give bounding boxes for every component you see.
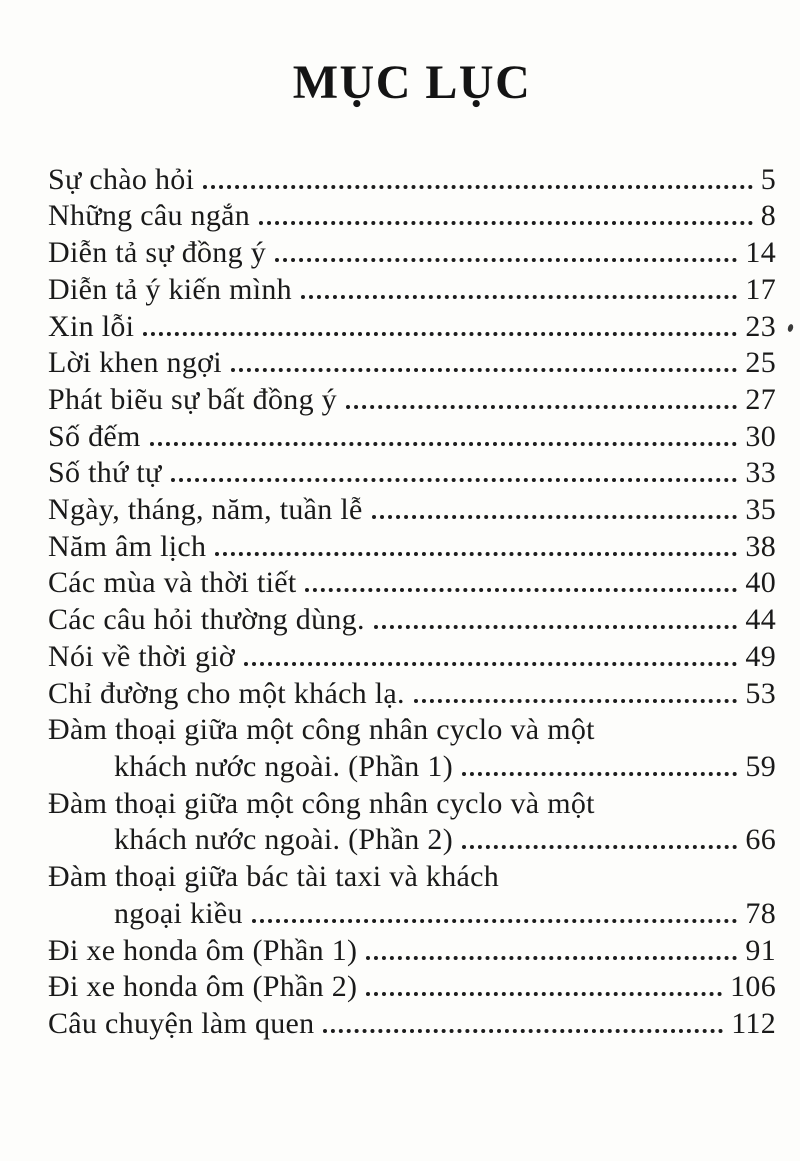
entry-title: Các mùa và thời tiết [48,566,297,600]
dot-leader [252,919,738,923]
toc-row [48,676,776,713]
dot-leader [203,185,752,189]
toc-list [48,162,776,1043]
entry-title: Ngày, tháng, năm, tuần lễ [48,493,363,527]
toc-row [48,786,776,823]
page-number: 112 [731,1006,776,1040]
page-number: 8 [760,199,776,233]
toc-row [48,859,776,896]
dot-leader [366,956,737,960]
entry-title: Đàm thoại giữa một công nhân cyclo và một [48,713,595,747]
toc-row [48,309,776,346]
toc-row [48,382,776,419]
page-number: 53 [745,676,776,710]
page-number: 44 [745,603,776,637]
entry-title: Sự chào hỏi [48,162,195,196]
toc-row [48,272,776,309]
entry-title: Diễn tả sự đồng ý [48,236,267,270]
page-number: 33 [745,456,776,490]
page-title: MỤC LỤC [292,56,532,109]
page-number: 78 [745,896,776,930]
scan-speck [787,323,794,332]
toc-row [48,969,776,1006]
dot-leader [305,588,737,592]
entry-title: Các câu hỏi thường dùng. [48,603,365,637]
toc-row [48,529,776,566]
dot-leader [171,478,738,482]
toc-row [48,896,776,933]
toc-row [48,198,776,235]
toc-row [48,639,776,676]
entry-title: khách nước ngoài. (Phần 1) [114,750,454,783]
entry-title: Lời khen ngợi [48,346,222,380]
page-number: 25 [745,346,776,380]
dot-leader [372,515,738,519]
dot-leader [259,221,753,225]
page-number: 106 [730,970,776,1004]
page-number: 38 [745,529,776,563]
entry-title: Phát biẽu sự bất đồng ý [48,382,337,416]
dot-leader [231,368,737,372]
toc-row [48,419,776,456]
dot-leader [275,258,737,262]
toc-row [48,455,776,492]
dot-leader [462,845,737,849]
entry-title: Số thứ tự [48,456,162,490]
page-number: 30 [745,419,776,453]
toc-row [48,822,776,859]
dot-leader [462,772,737,776]
page-number: 91 [745,933,776,967]
toc-row [48,345,776,382]
dot-leader [150,442,738,446]
dot-leader [414,699,738,703]
entry-title: Xin lỗi [48,309,135,343]
entry-title: Số đếm [48,419,141,453]
page-number: 49 [745,639,776,673]
page-number: 27 [745,382,776,416]
page-number: 14 [745,236,776,270]
toc-row [48,712,776,749]
entry-title: khách nước ngoài. (Phần 2) [114,823,454,857]
toc-row [48,492,776,529]
page-number: 5 [760,162,776,196]
dot-leader [301,295,737,299]
entry-title: Nói về thời giờ [48,639,236,673]
entry-title: Chỉ đường cho một khách lạ. [48,676,405,710]
toc-row [48,162,776,199]
page-number: 59 [745,750,776,783]
entry-title: Câu chuyện làm quen [48,1006,315,1040]
entry-title: Đi xe honda ôm (Phần 1) [48,933,358,967]
dot-leader [346,405,737,409]
entry-title: Những câu ngắn [48,199,251,233]
toc-row [48,565,776,602]
dot-leader [323,1029,723,1033]
toc-row [48,235,776,272]
dot-leader [244,662,737,666]
entry-title: Đàm thoại giữa một công nhân cyclo và một [48,786,595,820]
toc-row [48,749,776,786]
toc-row [48,602,776,639]
entry-title: Diễn tả ý kiến mình [48,272,292,306]
toc-row [48,933,776,970]
toc-row [48,1006,776,1043]
page-number: 23 [745,309,776,343]
entry-title: Năm âm lịch [48,529,207,563]
dot-leader [215,552,737,556]
page-number: 40 [745,566,776,600]
dot-leader [366,992,722,996]
page-number: 66 [745,823,776,857]
entry-title: ngoại kiều [114,896,243,930]
entry-title: Đàm thoại giữa bác tài taxi và khách [48,860,500,894]
dot-leader [143,332,737,336]
dot-leader [374,625,738,629]
page-number: 35 [745,493,776,527]
entry-title: Đi xe honda ôm (Phần 2) [48,970,358,1004]
page-number: 17 [745,272,776,306]
